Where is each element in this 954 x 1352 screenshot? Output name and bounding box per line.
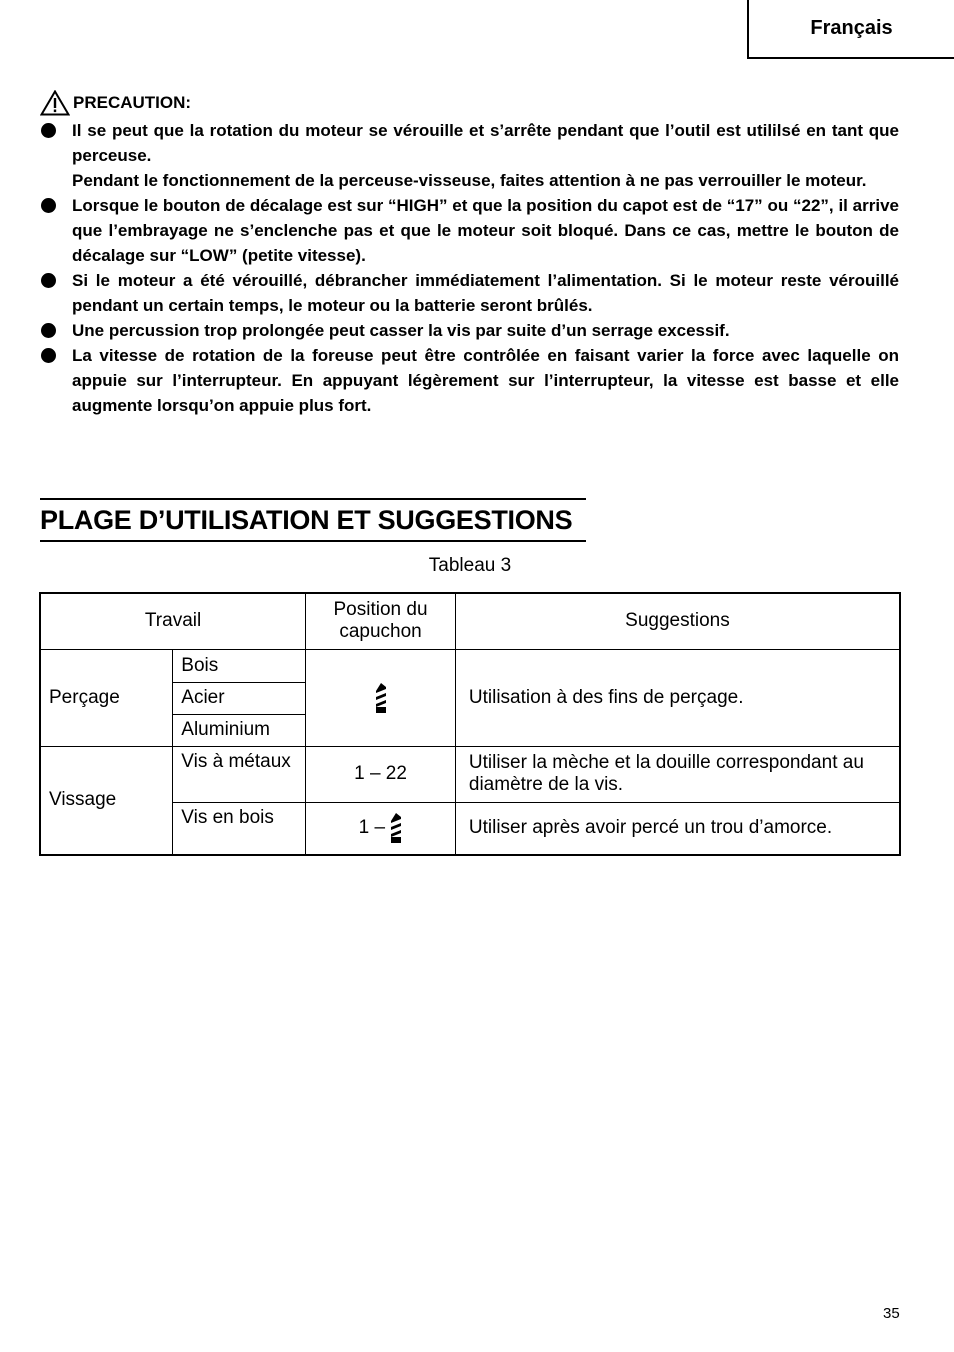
table-caption: Tableau 3 (428, 555, 512, 576)
screw-position-text: 1 – (358, 817, 386, 839)
caution-item-text: Lorsque le bouton de décalage est sur “HIGH” et que la position du capot est de “17” ou “22”, il arrive que l’embrayage ne s’enclenche pas et que le moteur soit bloqué. Dans ce cas, mettre le bouton de décalage sur “LOW” (petite vitesse). (72, 196, 899, 265)
section-title: PLAGE D’UTILISATION ET SUGGESTIONS (40, 498, 586, 542)
language-tab (747, 0, 954, 59)
drilling-position-cell (306, 649, 456, 746)
caution-item-text: Si le moteur a été vérouillé, débrancher immédiatement l’alimentation. Si le moteur reste vérouillé pendant un certain temps, le moteur ou la batterie seront brûlés. (72, 271, 899, 315)
screw-suggestion-cell: Utiliser après avoir percé un trou d’amorce. (455, 802, 900, 855)
bullet-icon (41, 348, 56, 363)
language-label: Français (810, 17, 893, 39)
drill-bit-icon (390, 813, 402, 843)
drilling-suggestion: Utilisation à des fins de perçage. (455, 649, 900, 746)
list-item (40, 343, 899, 418)
list-item (40, 118, 899, 193)
screw-type-cell: Vis en bois (173, 802, 306, 855)
header-work: Travail (40, 593, 306, 649)
screw-suggestion-cell: Utiliser la mèche et la douille correspondant au diamètre de la vis. (455, 746, 900, 802)
header-position: Position du capuchon (306, 593, 456, 649)
bullet-icon (41, 123, 56, 138)
caution-item-text: La vitesse de rotation de la foreuse peut être contrôlée en faisant varier la force avec laquelle on appuie sur l’interrupteur. En appuyant légèrement sur l’interrupteur, la vitesse est basse et elle augmente lorsqu’on appuie plus fort. (72, 346, 899, 415)
caution-item-text: Pendant le fonctionnement de la perceuse-visseuse, faites attention à ne pas verrouiller le moteur. (72, 171, 867, 190)
screw-type-cell: Vis à métaux (173, 746, 306, 802)
material-cell: Aluminium (173, 714, 306, 746)
list-item (40, 318, 899, 343)
table-row (40, 746, 900, 802)
caution-heading (40, 90, 191, 116)
list-item (40, 268, 899, 318)
bullet-icon (41, 198, 56, 213)
material-cell: Acier (173, 682, 306, 714)
table-header-row (40, 593, 900, 649)
material-cell: Bois (173, 649, 306, 682)
drill-bit-icon (375, 683, 387, 713)
page-number: 35 (883, 1305, 900, 1322)
screw-position-cell: 1 – 22 (306, 746, 456, 802)
bullet-icon (41, 273, 56, 288)
caution-item-text: Une percussion trop prolongée peut casser la vis par suite d’un serrage excessif. (72, 321, 730, 340)
bullet-icon (41, 323, 56, 338)
usage-table (39, 592, 901, 856)
caution-list (40, 118, 899, 418)
caution-heading-text: PRECAUTION: (73, 93, 192, 112)
drilling-label: Perçage (40, 649, 173, 746)
screw-position-cell (306, 802, 456, 855)
list-item (40, 193, 899, 268)
warning-triangle-icon (40, 90, 70, 116)
screwing-label: Vissage (40, 746, 173, 855)
header-suggestions: Suggestions (455, 593, 900, 649)
table-row (40, 649, 900, 682)
caution-item-text: Il se peut que la rotation du moteur se vérouille et s’arrête pendant que l’outil est utililsé en tant que perceuse. (72, 121, 899, 165)
